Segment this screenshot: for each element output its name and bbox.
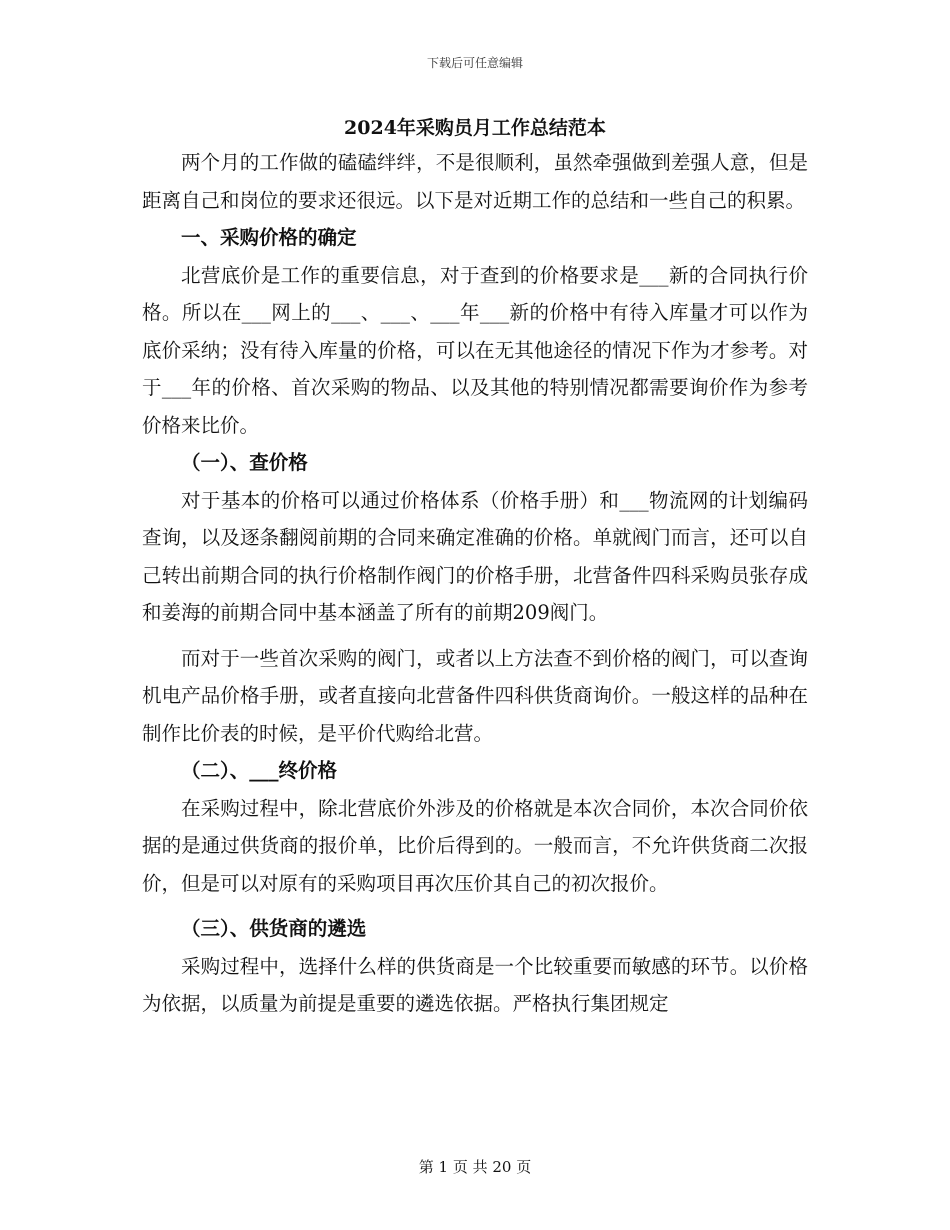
header-note: 下载后可任意编辑 [426, 56, 523, 70]
subsection-heading-supplier-selection: （三）、供货商的遴选 [181, 917, 367, 940]
subsection-paragraph-final-price: 在采购过程中，除北营底价外涉及的价格就是本次合同价，本次合同价依据的是通过供货商的报价单，比价后得到的。一般而言，不允许供货商二次报价，但是可以对原有的采购项目再次压价其自己的初次报价。 [142, 796, 808, 895]
page-title: 2024年采购员月工作总结范本 [344, 117, 606, 139]
section-heading-price-determination: 一、采购价格的确定 [181, 226, 357, 249]
subsection-paragraph-check-price-2: 而对于一些首次采购的阀门，或者以上方法查不到价格的阀门，可以查询机电产品价格手册，或者直接向北营备件四科供货商询价。一般这样的品种在制作比价表的时候，是平价代购给北营。 [142, 646, 808, 745]
section-paragraph-price-determination: 北营底价是工作的重要信息，对于查到的价格要求是___新的合同执行价格。所以在___网上的___、___、___年___新的价格中有待入库量才可以作为底价采纳；没有待入库量的价格，可以在无其他途径的情况下作为才参考。对于___年的价格、首次采购的物品、以及其他的特别情况都需要询价作为参考价格来比价。 [142, 263, 808, 437]
subsection-paragraph-check-price-1: 对于基本的价格可以通过价格体系（价格手册）和___物流网的计划编码查询，以及逐条翻阅前期的合同来确定准确的价格。单就阀门而言，还可以自己转出前期合同的执行价格制作阀门的价格手册，北营备件四科采购员张存成和姜海的前期合同中基本涵盖了所有的前期209阀门。 [142, 488, 808, 624]
document-body [142, 144, 808, 1023]
subsection-heading-check-price: （一）、查价格 [181, 451, 308, 474]
subsection-paragraph-supplier-selection: 采购过程中，选择什么样的供货商是一个比较重要而敏感的环节。以价格为依据，以质量为前提是重要的遴选依据。严格执行集团规定 [142, 954, 808, 1015]
subsection-heading-final-price: （二）、___终价格 [181, 759, 338, 782]
intro-paragraph: 两个月的工作做的磕磕绊绊，不是很顺利，虽然牵强做到差强人意，但是距离自己和岗位的要求还很远。以下是对近期工作的总结和一些自己的积累。 [142, 151, 808, 212]
page-footer: 第 1 页 共 20 页 [418, 1158, 532, 1176]
